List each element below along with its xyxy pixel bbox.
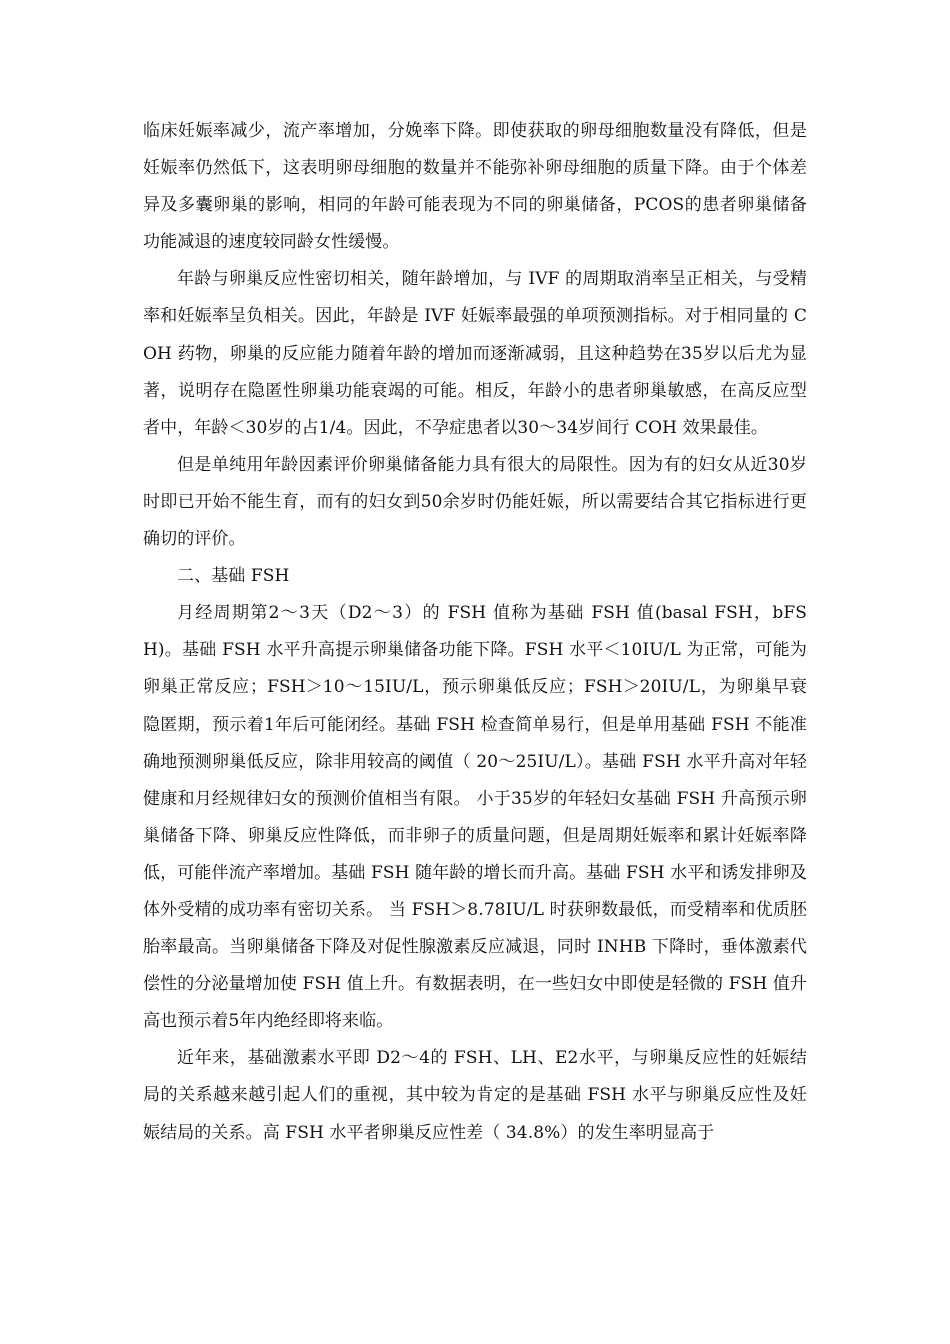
paragraph-4: 月经周期第2～3天（D2～3）的 FSH 值称为基础 FSH 值(basal FSH，bFSH)。基础 FSH 水平升高提示卵巢储备功能下降。FSH 水平＜10IU/L 为正常，可能为卵巢正常反应；FSH＞10～15IU/L，预示卵巢低反应；FSH＞20IU/L，为卵巢早衰隐匿期，预示着1年后可能闭经。基础 FSH 检查简单易行，但是单用基础 FSH 不能准确地预测卵巢低反应，除非用较高的阈值（ 20～25IU/L）。基础 FSH 水平升高对年轻健康和月经规律妇女的预测价值相当有限。 小于35岁的年轻妇女基础 FSH 升高预示卵巢储备下降、卵巢反应性降低，而非卵子的质量问题，但是周期妊娠率和累计妊娠率降低，可能伴流产率增加。基础 FSH 随年龄的增长而升高。基础 FSH 水平和诱发排卵及体外受精的成功率有密切关系。 当 FSH＞8.78IU/L 时获卵数最低，而受精率和优质胚胎率最高。当卵巢储备下降及对促性腺激素反应减退，同时 INHB 下降时，垂体激素代偿性的分泌量增加使 FSH 值上升。有数据表明，在一些妇女中即使是轻微的 FSH 值升高也预示着5年内绝经即将来临。: [143, 603, 807, 1032]
document-body: [143, 113, 807, 1152]
section-heading-basal-fsh: 二、基础 FSH: [177, 566, 290, 587]
paragraph-5: 近年来，基础激素水平即 D2～4的 FSH、LH、E2水平，与卵巢反应性的妊娠结局的关系越来越引起人们的重视，其中较为肯定的是基础 FSH 水平与卵巢反应性及妊娠结局的关系。高 FSH 水平者卵巢反应性差（ 34.8%）的发生率明显高于: [143, 1048, 807, 1143]
paragraph-2: 年龄与卵巢反应性密切相关，随年龄增加，与 IVF 的周期取消率呈正相关，与受精率和妊娠率呈负相关。因此，年龄是 IVF 妊娠率最强的单项预测指标。对于相同量的 COH 药物，卵巢的反应能力随着年龄的增加而逐渐减弱，且这种趋势在35岁以后尤为显著，说明存在隐匿性卵巢功能衰竭的可能。相反，年龄小的患者卵巢敏感，在高反应型者中，年龄＜30岁的占1/4。因此，不孕症患者以30～34岁间行 COH 效果最佳。: [143, 269, 807, 438]
paragraph-3: 但是单纯用年龄因素评价卵巢储备能力具有很大的局限性。因为有的妇女从近30岁时即已开始不能生育，而有的妇女到50余岁时仍能妊娠，所以需要结合其它指标进行更确切的评价。: [143, 454, 807, 550]
paragraph-1: 临床妊娠率减少，流产率增加，分娩率下降。即使获取的卵母细胞数量没有降低，但是妊娠率仍然低下，这表明卵母细胞的数量并不能弥补卵母细胞的质量下降。由于个体差异及多囊卵巢的影响，相同的年龄可能表现为不同的卵巢储备，PCOS的患者卵巢储备功能减退的速度较同龄女性缓慢。: [143, 121, 807, 253]
